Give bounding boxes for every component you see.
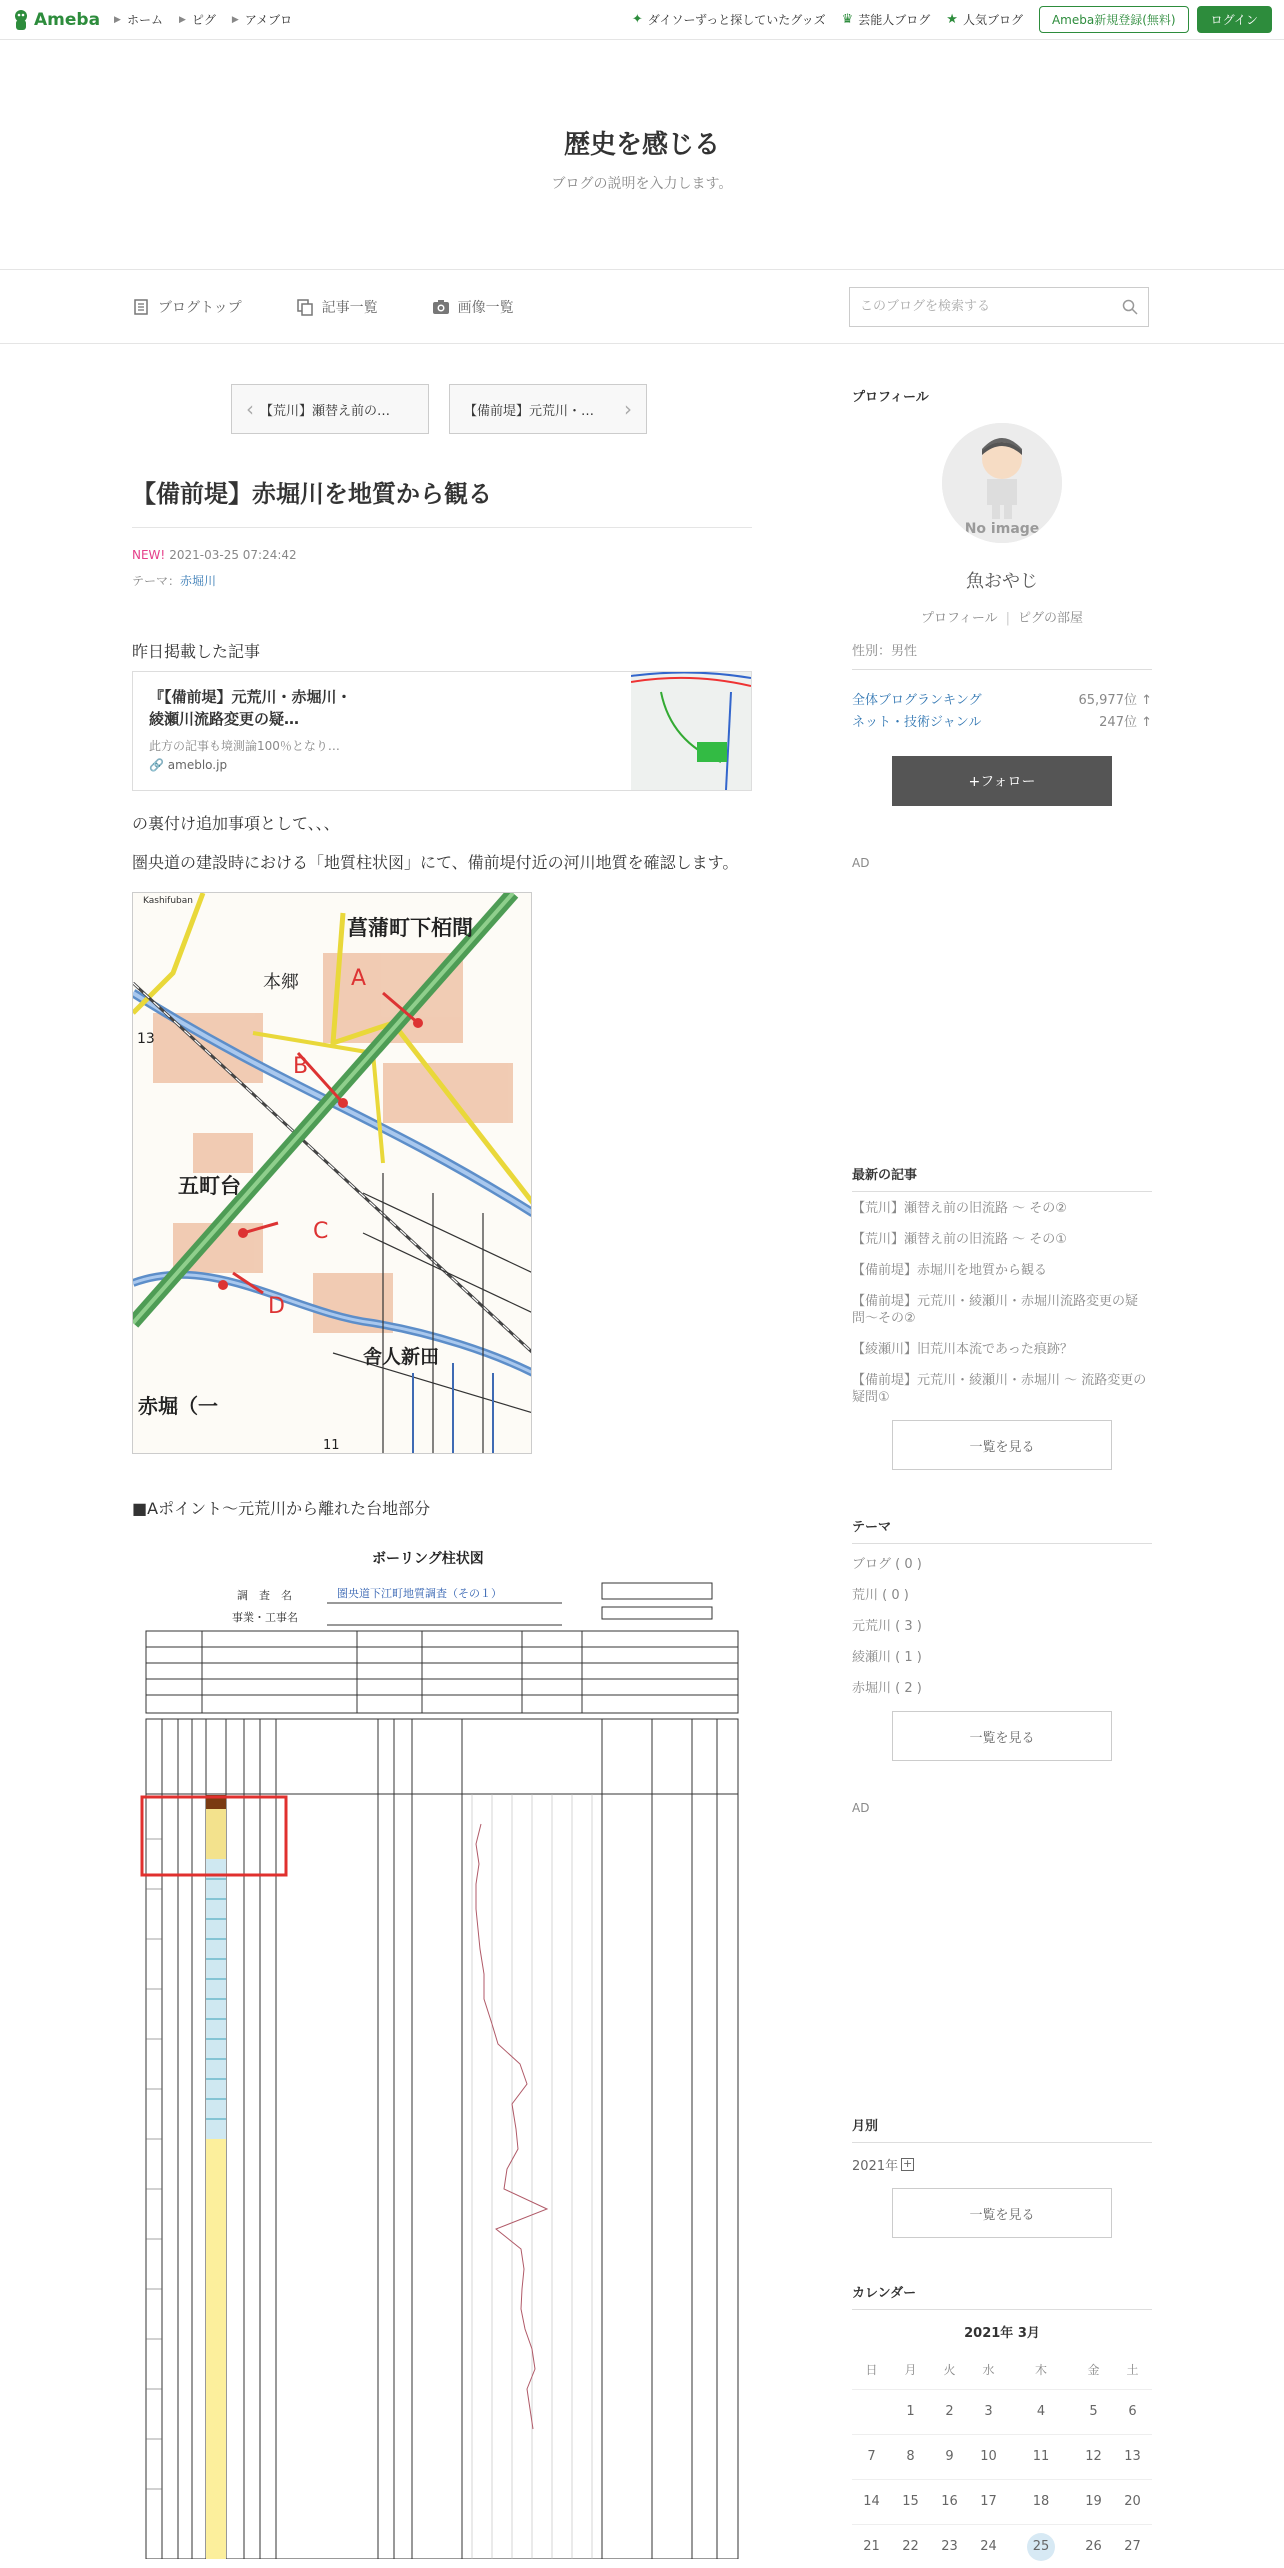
entry-pager	[126, 384, 752, 434]
card-title: 『【備前堤】元荒川・赤堀川・綾瀬川流路変更の疑…	[149, 687, 352, 729]
recent-more-button[interactable]: 一覧を見る	[892, 1420, 1112, 1470]
calendar-table	[852, 2351, 1152, 2568]
recent-entry-1[interactable]: 【荒川】瀬替え前の旧流路 〜 その②	[852, 1201, 1067, 1216]
boring-name-value: 圏央道下江町地質調査（その１）	[337, 1587, 502, 1601]
entry-title: 【備前堤】赤堀川を地質から観る	[132, 474, 752, 528]
recent-entries-heading: 最新の記事	[852, 1164, 1152, 1192]
boring-work-label: 事業・工事名	[232, 1611, 298, 1625]
profile-name[interactable]: 魚おやじ	[966, 571, 1038, 592]
boring-title: ボーリング柱状図	[372, 1551, 484, 1568]
entry-theme-link[interactable]: 赤堀川	[180, 574, 217, 588]
blog-description: ブログの説明を入力します。	[551, 176, 733, 192]
recent-entry-3[interactable]: 【備前堤】赤堀川を地質から観る	[852, 1263, 1048, 1278]
chevron-right-icon: ▶	[231, 14, 239, 25]
map-label-town3: 五町台	[178, 1173, 241, 1198]
daiso-link[interactable]: ✦ ダイソーずっと探していたグッズ	[631, 12, 826, 27]
entry-meta	[132, 548, 752, 562]
chevron-right-icon: ▶	[114, 14, 121, 25]
search-icon[interactable]	[1122, 299, 1138, 315]
ameba-logo[interactable]	[12, 9, 100, 31]
boring-name-label: 調 査 名	[237, 1589, 292, 1603]
no-image-avatar-icon	[942, 423, 1062, 543]
divider: |	[1005, 611, 1011, 626]
map-label-13: 13	[137, 1030, 155, 1047]
crown-icon: ♛	[841, 12, 854, 27]
card-thumbnail-map	[631, 672, 751, 790]
camera-icon	[432, 298, 450, 316]
svg-text:No image: No image	[964, 521, 1040, 537]
map-label-B: B	[293, 1053, 309, 1079]
follow-button[interactable]: +フォロー	[892, 756, 1112, 806]
copy-icon	[296, 298, 314, 316]
card-description: 此方の記事も境測論100％となり…	[149, 738, 340, 753]
blog-search-input[interactable]	[860, 299, 1122, 314]
map-brand: Kashifuban	[143, 895, 193, 906]
map-label-A: A	[351, 965, 367, 991]
ranking-overall-link[interactable]: 全体ブログランキング	[852, 693, 982, 708]
theme-item-motoarakawa[interactable]: 元荒川 ( 3 )	[852, 1619, 922, 1634]
ad-label-1: AD	[852, 856, 870, 870]
boring-log-image[interactable]	[132, 1539, 752, 2559]
pig-room-link[interactable]: ピグの部屋	[1018, 611, 1084, 626]
recent-entry-6[interactable]: 【備前堤】元荒川・綾瀬川・赤堀川 〜 流路変更の疑問①	[852, 1373, 1147, 1405]
star-icon: ★	[946, 12, 958, 27]
card-thumbnail	[631, 672, 751, 790]
top-bar	[0, 0, 1284, 40]
boring-log-graphic	[132, 1539, 752, 2559]
sparkle-icon: ✦	[631, 12, 643, 27]
calendar-month: 2021年 3月	[964, 2326, 1040, 2341]
theme-more-button[interactable]: 一覧を見る	[892, 1711, 1112, 1761]
theme-item-akaborigawa[interactable]: 赤堀川 ( 2 )	[852, 1681, 922, 1696]
theme-item-arakawa[interactable]: 荒川 ( 0 )	[852, 1588, 909, 1603]
prev-entry-link[interactable]: ‹ 【荒川】瀬替え前の…	[231, 384, 429, 434]
new-badge: NEW!	[132, 548, 166, 562]
profile-gender: 性別：男性	[852, 640, 1152, 670]
chevron-left-icon: ‹	[246, 397, 254, 421]
entry-theme: テーマ：赤堀川	[132, 574, 217, 588]
blog-header	[0, 40, 1284, 270]
map-label-11: 11	[323, 1437, 340, 1453]
recent-entry-5[interactable]: 【綾瀬川】旧荒川本流であった痕跡？	[852, 1342, 1073, 1357]
ameba-logo-icon	[12, 9, 30, 31]
link-icon: 🔗	[149, 757, 164, 772]
blog-title[interactable]: 歴史を感じる	[563, 130, 720, 160]
profile-heading: プロフィール	[852, 390, 929, 405]
blog-search	[849, 287, 1149, 327]
recent-entry-2[interactable]: 【荒川】瀬替え前の旧流路 〜 その①	[852, 1232, 1067, 1247]
image-list-link[interactable]: 画像一覧	[432, 297, 514, 317]
ranking-overall-value: 65,977位 ↑	[1078, 693, 1152, 708]
document-icon	[132, 298, 150, 316]
calendar-heading: カレンダー	[852, 2282, 1152, 2310]
theme-heading: テーマ	[852, 1516, 1152, 1544]
popular-blog-link[interactable]: ★ 人気ブログ	[946, 12, 1023, 27]
linked-entry-card[interactable]	[132, 671, 752, 791]
card-source: 🔗 ameblo.jp	[149, 757, 228, 772]
entry-date: 2021-03-25 07:24:42	[169, 548, 297, 562]
main-area	[0, 344, 1284, 2564]
top-nav	[114, 11, 292, 28]
next-entry-link[interactable]: 【備前堤】元荒川・… ›	[449, 384, 647, 434]
topographic-map-image[interactable]	[132, 892, 532, 1454]
map-label-town4: 舎人新田	[363, 1345, 440, 1368]
profile-links	[852, 607, 1152, 626]
theme-item-blog[interactable]: ブログ ( 0 )	[852, 1557, 922, 1572]
top-nav-ameblo[interactable]: ▶ アメブロ	[231, 13, 293, 27]
map-label-D: D	[268, 1293, 285, 1319]
blog-ranking	[852, 690, 1152, 734]
celebrity-blog-link[interactable]: ♛ 芸能人ブログ	[841, 12, 931, 27]
theme-item-ayasegawa[interactable]: 綾瀬川 ( 1 )	[852, 1650, 922, 1665]
top-nav-pigg[interactable]: ▶ ピグ	[178, 13, 216, 27]
monthly-year[interactable]: 2021年 +	[852, 2157, 913, 2174]
ad-label-2: AD	[852, 1801, 870, 1815]
ranking-genre-link[interactable]: ネット・技術ジャンル	[852, 715, 982, 730]
blog-top-link[interactable]: ブログトップ	[132, 297, 242, 317]
monthly-heading: 月別	[852, 2115, 1152, 2143]
profile-avatar[interactable]	[942, 423, 1062, 543]
expand-plus-icon[interactable]: +	[902, 2157, 913, 2170]
calendar-weekdays: 日 月 火 水 木 金 土	[852, 2351, 1152, 2389]
top-right	[632, 6, 1272, 33]
paragraph-1: の裏付け追加事項として、、、	[132, 813, 340, 833]
login-button[interactable]: ログイン	[1197, 6, 1272, 33]
intro-text: 昨日掲載した記事	[132, 642, 261, 661]
ranking-row-genre	[852, 712, 1152, 734]
card-body	[133, 672, 631, 790]
recent-entry-4[interactable]: 【備前堤】元荒川・綾瀬川・赤堀川流路変更の疑問〜その②	[852, 1294, 1139, 1326]
map-label-C: C	[313, 1218, 329, 1244]
sidebar	[852, 344, 1152, 2568]
logo-text: Ameba	[34, 9, 101, 30]
monthly-more-button[interactable]: 一覧を見る	[892, 2188, 1112, 2238]
calendar-week-2: 7 8 9 10 11 12 13	[852, 2434, 1152, 2479]
entry-list-link[interactable]: 記事一覧	[296, 297, 378, 317]
calendar-week-4: 21 22 23 24 25 26 27	[852, 2524, 1152, 2568]
ranking-row-overall	[852, 690, 1152, 712]
calendar-week-1: 1 2 3 4 5 6	[852, 2389, 1152, 2434]
theme-list	[852, 1556, 1152, 1697]
register-button[interactable]: Ameba新規登録(無料)	[1039, 6, 1189, 33]
calendar-week-3: 14 15 16 17 18 19 20	[852, 2479, 1152, 2524]
section-heading: ■Aポイント〜元荒川から離れた台地部分	[132, 1498, 431, 1518]
map-label-town2: 本郷	[263, 971, 299, 993]
recent-entries-list	[852, 1200, 1152, 1406]
profile-link[interactable]: プロフィール	[920, 611, 998, 626]
map-label-town5: 赤堀（一	[138, 1393, 218, 1418]
chevron-right-icon: ▶	[178, 14, 186, 25]
blog-nav	[0, 270, 1284, 344]
calendar-today[interactable]: 25	[1008, 2524, 1074, 2568]
paragraph-2: 圏央道の建設時における「地質柱状図」にて、備前堤付近の河川地質を確認します。	[132, 853, 739, 873]
map-label-town1: 菖蒲町下栢間	[347, 915, 473, 940]
ranking-genre-value: 247位 ↑	[1099, 715, 1152, 730]
chevron-right-icon: ›	[624, 397, 632, 421]
entry-content	[132, 344, 752, 2559]
map-graphic	[133, 893, 532, 1454]
top-nav-home[interactable]: ▶ ホーム	[114, 13, 163, 27]
